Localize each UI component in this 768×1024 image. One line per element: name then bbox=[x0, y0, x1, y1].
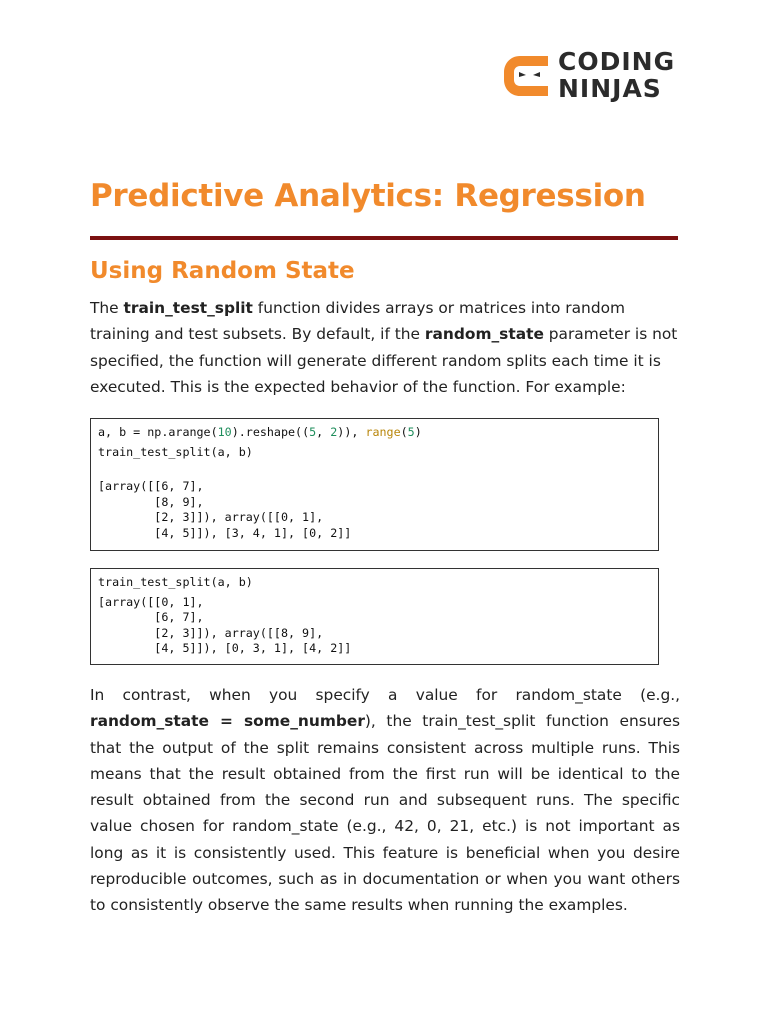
code-output-line: [2, 3]]), array([[8, 9], bbox=[98, 625, 324, 640]
logo-line-2: NINJAS bbox=[558, 74, 662, 103]
explanation-bold-1: random_state = some_number bbox=[90, 712, 365, 731]
coding-ninjas-logo bbox=[502, 48, 682, 106]
intro-text-1: The bbox=[90, 299, 124, 317]
code-line: a, b = np.arange(10).reshape((5, 2)), range(5) bbox=[98, 425, 422, 439]
code-output-line: [8, 9], bbox=[98, 494, 204, 509]
intro-bold-2: random_state bbox=[424, 325, 544, 344]
code-output-line: [4, 5]]), [0, 3, 1], [4, 2]] bbox=[98, 641, 352, 655]
code-output-line: [6, 7], bbox=[98, 610, 204, 624]
intro-text-2: function divides arrays or matrices into random training and test subsets. By default, if the bbox=[90, 299, 625, 344]
code-output-line: [array([[6, 7], bbox=[98, 479, 204, 493]
explanation-text-2: ), the train_test_split function ensures that the output of the split remains consistent across multiple runs. This means that the result obtained from the first run will be identical to the result obtained from the second run and subsequent runs. The specific value chosen for random_state (e.g., 42, 0, 21, etc.) is not important as long as it is consistently used. This feature is beneficial when you desire reproducible outcomes, such as in documentation or when you want others to consistently observe the same results when running the examples. bbox=[90, 712, 680, 915]
intro-paragraph bbox=[90, 295, 680, 400]
intro-bold-1: train_test_split bbox=[123, 299, 253, 317]
section-title: Using Random State bbox=[90, 258, 355, 284]
explanation-paragraph bbox=[90, 682, 680, 919]
ninja-mask-icon bbox=[502, 50, 552, 102]
code-line: train_test_split(a, b) bbox=[98, 444, 253, 459]
code-output-line: [2, 3]]), array([[0, 1], bbox=[98, 510, 324, 524]
logo-line-1: CODING bbox=[558, 47, 676, 76]
page-title: Predictive Analytics: Regression bbox=[90, 178, 646, 214]
code-output-line: [array([[0, 1], bbox=[98, 594, 204, 609]
code-block-1 bbox=[90, 418, 659, 551]
code-output-line: [4, 5]]), [3, 4, 1], [0, 2]] bbox=[98, 525, 352, 540]
intro-text-3: parameter is not specified, the function will generate different random splits each time it is executed. This is the expected behavior of the function. For example: bbox=[90, 325, 678, 396]
explanation-text-1: In contrast, when you specify a value for random_state (e.g., bbox=[90, 686, 680, 704]
code-line: train_test_split(a, b) bbox=[98, 575, 253, 589]
title-divider bbox=[90, 236, 678, 240]
code-block-2 bbox=[90, 568, 659, 665]
